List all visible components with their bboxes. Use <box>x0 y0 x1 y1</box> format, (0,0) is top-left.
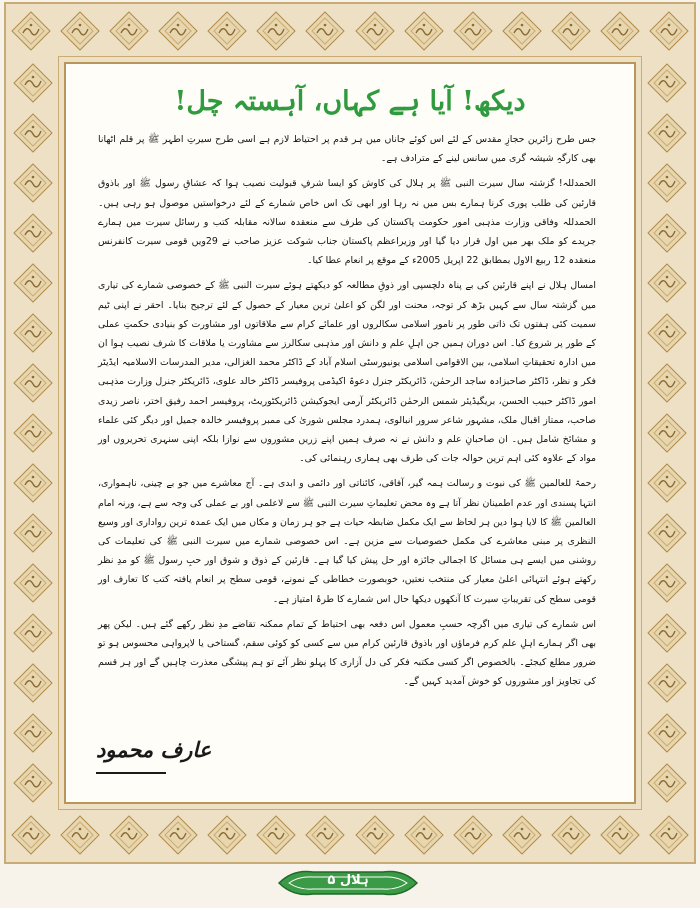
calligraphy-tile-icon <box>304 10 346 52</box>
border-tile <box>12 512 54 554</box>
border-tile <box>646 712 688 754</box>
border-tile <box>12 712 54 754</box>
calligraphy-tile-icon <box>501 814 543 856</box>
calligraphy-tile-icon <box>646 612 688 654</box>
calligraphy-tile-icon <box>12 362 54 404</box>
calligraphy-tile-icon <box>157 814 199 856</box>
border-tile <box>255 814 297 856</box>
page-number-badge <box>273 868 423 898</box>
border-tile <box>648 814 690 856</box>
border-tile <box>646 562 688 604</box>
border-tile <box>646 412 688 454</box>
calligraphy-tile-icon <box>304 814 346 856</box>
border-tile <box>304 10 346 52</box>
border-tile <box>646 162 688 204</box>
calligraphy-tile-icon <box>646 362 688 404</box>
signature-underline <box>96 772 166 774</box>
author-signature: عارف محمود <box>96 737 212 762</box>
paragraph-2: الحمدللہ! گزشتہ سال سیرت النبی ﷺ پر ہلال کی کاوش کو ایسا شرفِ قبولیت نصیب ہوا کہ عشاقِ رسول ﷺ اور باذوق قارئین کی طلب پوری کرنا ہمارے بس میں نہ رہا اور ابھی تک اس خاص شمارے کے لئے درخواستیں موصول ہو رہی ہیں۔ الحمدللہ وفاقی وزارت مذہبی امور حکومت پاکستان کی طرف سے منعقدہ سالانہ مقابلہ کتب و رسائل سیرت میں ہمارے جریدے کو ملک بھر میں اول قرار دیا گیا اور وزیراعظم پاکستان جناب شوکت عزیز صاحب نے 29ویں قومی سیرت کانفرنس منعقدہ 12 ربیع الاول بمطابق 22 اپریل 2005ء کے موقع پر انعام عطا کیا۔ <box>98 178 597 267</box>
border-tile <box>452 10 494 52</box>
border-tile <box>12 662 54 704</box>
border-tile <box>550 10 592 52</box>
calligraphy-tile-icon <box>646 162 688 204</box>
border-top-tiles <box>6 4 694 58</box>
calligraphy-tile-icon <box>12 262 54 304</box>
calligraphy-tile-icon <box>646 262 688 304</box>
border-tile <box>646 262 688 304</box>
border-tile <box>10 10 52 52</box>
border-tile <box>12 112 54 154</box>
calligraphy-tile-icon <box>12 462 54 504</box>
calligraphy-tile-icon <box>206 814 248 856</box>
calligraphy-tile-icon <box>646 462 688 504</box>
calligraphy-tile-icon <box>646 212 688 254</box>
border-tile <box>108 814 150 856</box>
border-tile <box>108 10 150 52</box>
border-bottom-tiles <box>6 808 694 862</box>
border-tile <box>646 612 688 654</box>
page-number: ہلال ۵ <box>327 873 369 888</box>
border-tile <box>599 10 641 52</box>
paragraph-4: رحمۃ للعالمین ﷺ کی نبوت و رسالت ہمہ گیر، آفاقی، کائناتی اور دائمی و ابدی ہے۔ آج معاشرے میں جو بے چینی، ناہمواری، انتہا پسندی اور عدم اطمینان نظر آتا ہے وہ محض تعلیماتِ سیرت النبی ﷺ سے لاعلمی اور بے عملی کی وجہ سے ہے، ورنہ امام العالمین ﷺ کا لایا ہوا دین ہر لحاظ سے ایک مکمل ضابطہ حیات ہے جو ہر زمان و مکاں میں ایک عمدہ ترین رواداری اور وسیع النظری پر مبنی معاشرے کی مکمل خصوصیات سے مزین ہے۔ اس خصوصی شمارے میں سیرت النبی ﷺ کی تعلیمات کی روشنی میں ایسے ہی مسائل کا اجمالی جائزہ اور حل پیش کیا گیا ہے۔ قارئین کے ذوق و شوق اور حبِ رسول ﷺ کو مدِ نظر رکھتے ہوئے انتہائی اعلیٰ معیار کی منتخب نعتیں، خوبصورت خطاطی کے نمونے، قومی سطح پر انعام یافتہ کتب کا تعارف اور قومی سطح کی تقریباتِ سیرت کا آنکھوں دیکھا حال اس شمارے کا طرۂ امتیاز ہے۔ <box>98 478 596 605</box>
border-tile <box>12 312 54 354</box>
calligraphy-tile-icon <box>599 10 641 52</box>
paragraph-1: جس طرح زائرین حجازِ مقدس کے لئے اس کوئے جاناں میں ہر قدم پر احتیاط لازم ہے اسی طرح سیرتِ اطہر ﷺ پر قلم اٹھانا بھی کارگہِ شیشہ گری میں سانس لینے کے مترادف ہے۔ <box>98 134 596 165</box>
calligraphy-tile-icon <box>12 112 54 154</box>
calligraphy-tile-icon <box>12 312 54 354</box>
border-tile <box>12 412 54 454</box>
page-title: دیکھ! آیا ہے کہاں، آہستہ چل! <box>174 86 526 117</box>
calligraphy-tile-icon <box>646 762 688 804</box>
border-tile <box>646 762 688 804</box>
border-tile <box>501 814 543 856</box>
calligraphy-tile-icon <box>452 814 494 856</box>
border-tile <box>10 814 52 856</box>
border-tile <box>59 10 101 52</box>
calligraphy-tile-icon <box>10 814 52 856</box>
calligraphy-tile-icon <box>646 312 688 354</box>
border-tile <box>452 814 494 856</box>
calligraphy-tile-icon <box>12 612 54 654</box>
paragraph-5: اس شمارے کی تیاری میں اگرچہ حسبِ معمول اس دفعہ بھی احتیاط کے تمام ممکنہ تقاضے مدِ نظر رکھے گئے ہیں۔ لیکن پھر بھی اگر ہمارے اہلِ علم کرم فرماؤں اور باذوق قارئین کرام میں سے کسی کو کوئی سقم، گستاخی یا لاپرواہی محسوس ہو تو ضرور مطلع کیجئے۔ بالخصوص اگر کسی مکتبہ فکر کی دل آزاری کا پہلو نظر آئے تو ہم پیشگی معذرت چاہیں گے اور ہر قسم کی تجاویز اور مشوروں کو خوش آمدید کہیں گے۔ <box>98 618 596 688</box>
calligraphy-tile-icon <box>12 162 54 204</box>
border-tile <box>646 312 688 354</box>
border-tile <box>12 262 54 304</box>
calligraphy-tile-icon <box>12 212 54 254</box>
calligraphy-tile-icon <box>646 712 688 754</box>
border-tile <box>59 814 101 856</box>
calligraphy-tile-icon <box>255 10 297 52</box>
calligraphy-tile-icon <box>403 10 445 52</box>
border-tile <box>648 10 690 52</box>
border-tile <box>354 10 396 52</box>
border-tile <box>12 162 54 204</box>
border-tile <box>403 10 445 52</box>
calligraphy-tile-icon <box>403 814 445 856</box>
calligraphy-tile-icon <box>646 562 688 604</box>
calligraphy-tile-icon <box>12 712 54 754</box>
border-right-tiles <box>640 58 694 808</box>
border-tile <box>206 814 248 856</box>
border-tile <box>12 212 54 254</box>
calligraphy-tile-icon <box>10 10 52 52</box>
border-tile <box>646 512 688 554</box>
border-tile <box>304 814 346 856</box>
calligraphy-tile-icon <box>12 562 54 604</box>
border-tile <box>403 814 445 856</box>
calligraphy-tile-icon <box>157 10 199 52</box>
border-tile <box>206 10 248 52</box>
calligraphy-tile-icon <box>646 112 688 154</box>
calligraphy-tile-icon <box>12 412 54 454</box>
border-tile <box>12 762 54 804</box>
border-tile <box>646 112 688 154</box>
calligraphy-tile-icon <box>646 662 688 704</box>
calligraphy-tile-icon <box>206 10 248 52</box>
border-tile <box>501 10 543 52</box>
border-tile <box>157 10 199 52</box>
calligraphy-tile-icon <box>501 10 543 52</box>
border-tile <box>550 814 592 856</box>
calligraphy-tile-icon <box>550 814 592 856</box>
calligraphy-tile-icon <box>108 10 150 52</box>
calligraphy-tile-icon <box>452 10 494 52</box>
border-tile <box>646 662 688 704</box>
border-tile <box>354 814 396 856</box>
paragraph-3: امسال ہلال نے اپنے قارئین کی بے پناہ دلچسپی اور ذوقِ مطالعہ کو دیکھتے ہوئے سیرت النبی ﷺ کے خصوصی شمارے کی تیاری میں گزشتہ سال سے کہیں بڑھ کر توجہ، محنت اور لگن کو اعلیٰ ترین معیار کے حصول کے لئے ترجیح بنایا۔ احقر نے اپنی ٹیم سمیت کئی ہفتوں تک ذاتی طور پر نامور اسلامی سکالروں اور علمائے کرام سے ملاقاتوں اور مشاورت کو بنیادی حکمتِ عملی کے طور پر شروع کیا۔ اس دوران ہمیں جن اہلِ علم و دانش اور مذہبی سکالرز سے مشاورت یا ملاقات کا شرف نصیب ہوا ان میں ادارہ تحقیقاتِ اسلامی، بین الاقوامی اسلامی یونیورسٹی اسلام آباد کے ڈاکٹر محمد الغزالی، مدیر المدرسات الاسلامیہ ایڈیٹر فکر و نظر، ڈاکٹر صاحبزادہ ساجد الرحمٰن، ڈائریکٹر جنرل دعوۃ اکیڈمی پروفیسر ڈاکٹر خالد علوی، ڈائریکٹر جنرل وزارت مذہبی امور ڈاکٹر حبیب الحسن، بریگیڈیئر شمس الرحمٰن ڈائریکٹر آرمی ایجوکیشن ڈائریکٹوریٹ، پروفیسر احمد رفیق اختر، ناصر زیدی صاحب، ممتاز اقبال ملک، مشہور شاعر سرور انبالوی، ہمدرد مجلس شوریٰ کی ممبر پروفیسر خالدہ جمیل اور دیگر کئی علماء و مشائخ شامل ہیں۔ ان صاحبانِ علم و دانش نے نہ صرف ہمیں اپنے زریں مشوروں سے نوازا بلکہ اپنی سنہری تحریروں اور مواد کے علاوہ کئی اہم ترین حوالہ جات کی طرف بھی ہماری رہنمائی کی۔ <box>98 280 596 465</box>
border-tile <box>646 462 688 504</box>
border-left-tiles <box>6 58 60 808</box>
article-body <box>98 130 596 698</box>
calligraphy-tile-icon <box>646 412 688 454</box>
border-tile <box>12 362 54 404</box>
calligraphy-tile-icon <box>354 10 396 52</box>
border-tile <box>599 814 641 856</box>
calligraphy-tile-icon <box>599 814 641 856</box>
calligraphy-tile-icon <box>550 10 592 52</box>
calligraphy-tile-icon <box>59 10 101 52</box>
calligraphy-tile-icon <box>255 814 297 856</box>
border-tile <box>646 362 688 404</box>
border-tile <box>646 212 688 254</box>
calligraphy-tile-icon <box>12 762 54 804</box>
border-tile <box>12 462 54 504</box>
border-tile <box>157 814 199 856</box>
calligraphy-tile-icon <box>12 512 54 554</box>
calligraphy-tile-icon <box>648 814 690 856</box>
calligraphy-tile-icon <box>648 10 690 52</box>
calligraphy-tile-icon <box>108 814 150 856</box>
calligraphy-tile-icon <box>354 814 396 856</box>
border-tile <box>12 562 54 604</box>
calligraphy-tile-icon <box>59 814 101 856</box>
border-tile <box>255 10 297 52</box>
calligraphy-tile-icon <box>12 662 54 704</box>
border-tile <box>12 612 54 654</box>
calligraphy-tile-icon <box>646 512 688 554</box>
